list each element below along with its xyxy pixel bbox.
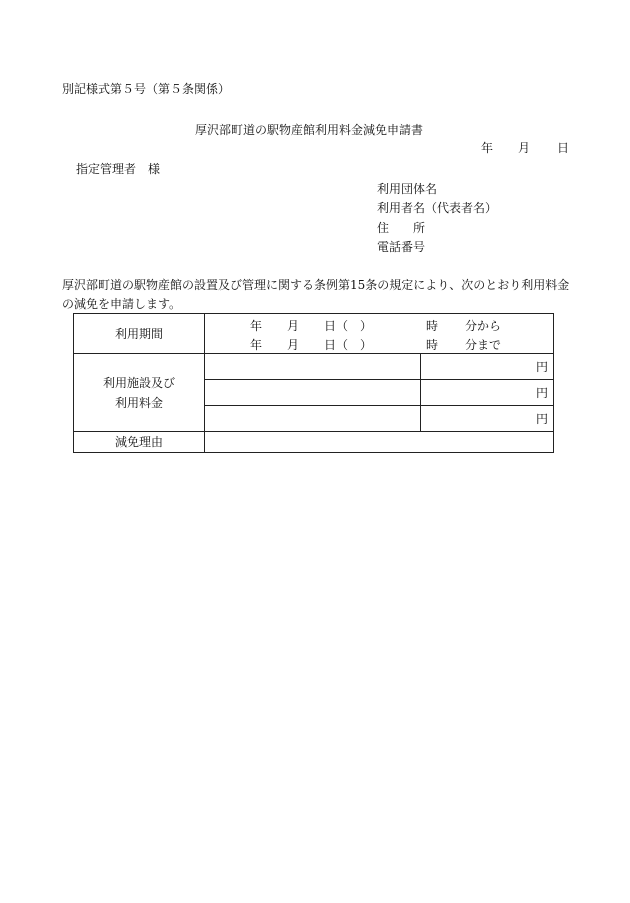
application-table <box>73 313 554 453</box>
phone-label: 電話番号 <box>377 240 426 254</box>
from-day: 日（ ） <box>324 319 373 333</box>
reason-label: 減免理由 <box>74 432 205 453</box>
from-year: 年 <box>250 319 263 333</box>
to-hour: 時 <box>426 338 439 352</box>
address-label: 住 所 <box>377 221 426 235</box>
fee-field[interactable]: 円 <box>421 380 554 406</box>
period-row <box>74 314 554 354</box>
to-year: 年 <box>250 338 263 352</box>
addressee: 指定管理者 様 <box>76 162 161 176</box>
period-field[interactable] <box>205 314 554 354</box>
facility-name-field[interactable] <box>205 406 421 432</box>
from-month: 月 <box>287 319 300 333</box>
to-day: 日（ ） <box>324 338 373 352</box>
body-text: 厚沢部町道の駅物産館の設置及び管理に関する条例第15条の規定により、次のとおり利用料金の減免を申請します。 <box>62 278 570 311</box>
from-minute: 分から <box>465 319 502 333</box>
facility-fee-label <box>74 354 205 432</box>
to-minute: 分まで <box>465 338 502 352</box>
reason-field[interactable] <box>205 432 554 453</box>
fee-field[interactable]: 円 <box>421 406 554 432</box>
reason-row <box>74 432 554 453</box>
facility-row <box>74 354 554 380</box>
document-title: 厚沢部町道の駅物産館利用料金減免申請書 <box>195 123 424 137</box>
from-hour: 時 <box>426 319 439 333</box>
period-label: 利用期間 <box>74 314 205 354</box>
facility-name-field[interactable] <box>205 354 421 380</box>
fee-field[interactable]: 円 <box>421 354 554 380</box>
date-year-label: 年 <box>481 141 494 155</box>
date-month-label: 月 <box>518 141 531 155</box>
representative-label: 利用者名（代表者名） <box>377 201 498 215</box>
facility-label-line1: 利用施設及び <box>102 375 175 390</box>
facility-label-line2: 利用料金 <box>114 395 163 410</box>
date-day-label: 日 <box>557 141 570 155</box>
to-month: 月 <box>287 338 300 352</box>
facility-name-field[interactable] <box>205 380 421 406</box>
organization-label: 利用団体名 <box>377 182 438 196</box>
form-number: 別記様式第５号（第５条関係） <box>62 82 231 96</box>
